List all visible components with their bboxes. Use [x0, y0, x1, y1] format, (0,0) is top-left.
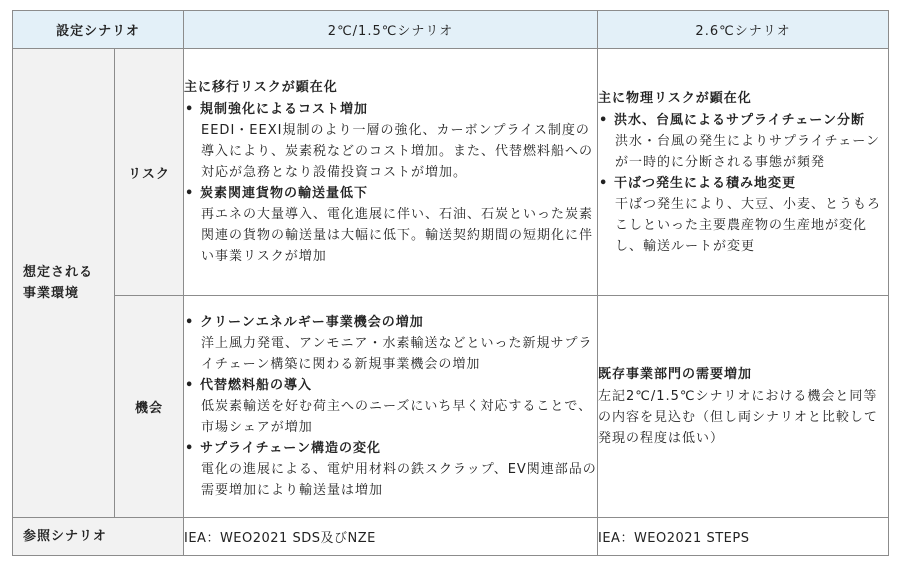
business-environment-label: [13, 49, 115, 518]
opportunity-26c-desc: 左記2℃/1.5℃シナリオにおける機会と同等の内容を見込む（但し両シナリオと比較して発現の程度は低い）: [598, 389, 878, 446]
risk-2c-lead: 主に移行リスクが顕在化: [184, 80, 338, 95]
risk-26c-lead: 主に物理リスクが顕在化: [598, 90, 752, 106]
risk-row: [13, 49, 889, 296]
risk-26c-item-title: • 洪水、台風によるサプライチェーン分断: [598, 110, 888, 131]
risk-26c-item-title: • 干ばつ発生による積み地変更: [598, 173, 888, 194]
reference-scenario-label: 参照シナリオ: [13, 518, 184, 556]
opportunity-2c-item-title: • クリーンエネルギー事業機会の増加: [184, 312, 597, 333]
opportunity-2c-cell: [184, 296, 598, 518]
group-label-line-1: 想定される: [23, 265, 94, 280]
opportunity-2c-item-title: • 代替燃料船の導入: [184, 375, 597, 396]
header-row: [13, 11, 889, 49]
risk-label: リスク: [115, 49, 184, 296]
opportunity-2c-item-desc: 低炭素輸送を好む荷主へのニーズにいち早く対応することで、市場シェアが増加: [201, 399, 593, 435]
risk-2c-cell: [184, 49, 598, 296]
risk-26c-item-desc: 洪水・台風の発生によりサプライチェーンが一時的に分断される事態が頻発: [615, 133, 880, 170]
opportunity-26c-lead: 既存事業部門の需要増加: [598, 367, 753, 382]
header-26c-scenario: 2.6℃シナリオ: [598, 11, 889, 49]
opportunity-2c-item-desc: 電化の進展による、電炉用材料の鉄スクラップ、EV関連部品の需要増加により輸送量は増加: [201, 462, 597, 498]
risk-26c-cell: [598, 49, 889, 296]
opportunity-26c-cell: [598, 296, 889, 518]
reference-2c-value: IEA：WEO2021 SDS及びNZE: [184, 518, 598, 556]
scenario-table: [12, 10, 889, 556]
group-label-line-2: 事業環境: [23, 286, 80, 301]
opportunity-2c-item-title: • サプライチェーン構造の変化: [184, 438, 597, 459]
opportunity-row: [13, 296, 889, 518]
reference-26c-value: IEA：WEO2021 STEPS: [598, 518, 889, 556]
opportunity-2c-item-desc: 洋上風力発電、アンモニア・水素輸送などといった新規サプライチェーン構築に関わる新規事業機会の増加: [201, 336, 593, 372]
opportunity-label: 機会: [115, 296, 184, 518]
risk-2c-item-desc: 再エネの大量導入、電化進展に伴い、石油、石炭といった炭素関連の貨物の輸送量は大幅に低下。輸送契約期間の短期化に伴い事業リスクが増加: [201, 207, 594, 264]
header-setting-scenario: 設定シナリオ: [13, 11, 184, 49]
risk-2c-item-title: • 炭素関連貨物の輸送量低下: [184, 183, 597, 204]
header-2c-scenario: 2℃/1.5℃シナリオ: [184, 11, 598, 49]
risk-26c-item-desc: 干ばつ発生により、大豆、小麦、とうもろこしといった主要農産物の生産地が変化し、輸送ルートが変更: [615, 196, 882, 254]
risk-2c-item-title: • 規制強化によるコスト増加: [184, 99, 597, 120]
reference-row: [13, 518, 889, 556]
risk-2c-item-desc: EEDI・EEXI規制のより一層の強化、カーボンプライス制度の導入により、炭素税などのコスト増加。また、代替燃料船への対応が急務となり設備投資コストが増加。: [201, 123, 594, 180]
